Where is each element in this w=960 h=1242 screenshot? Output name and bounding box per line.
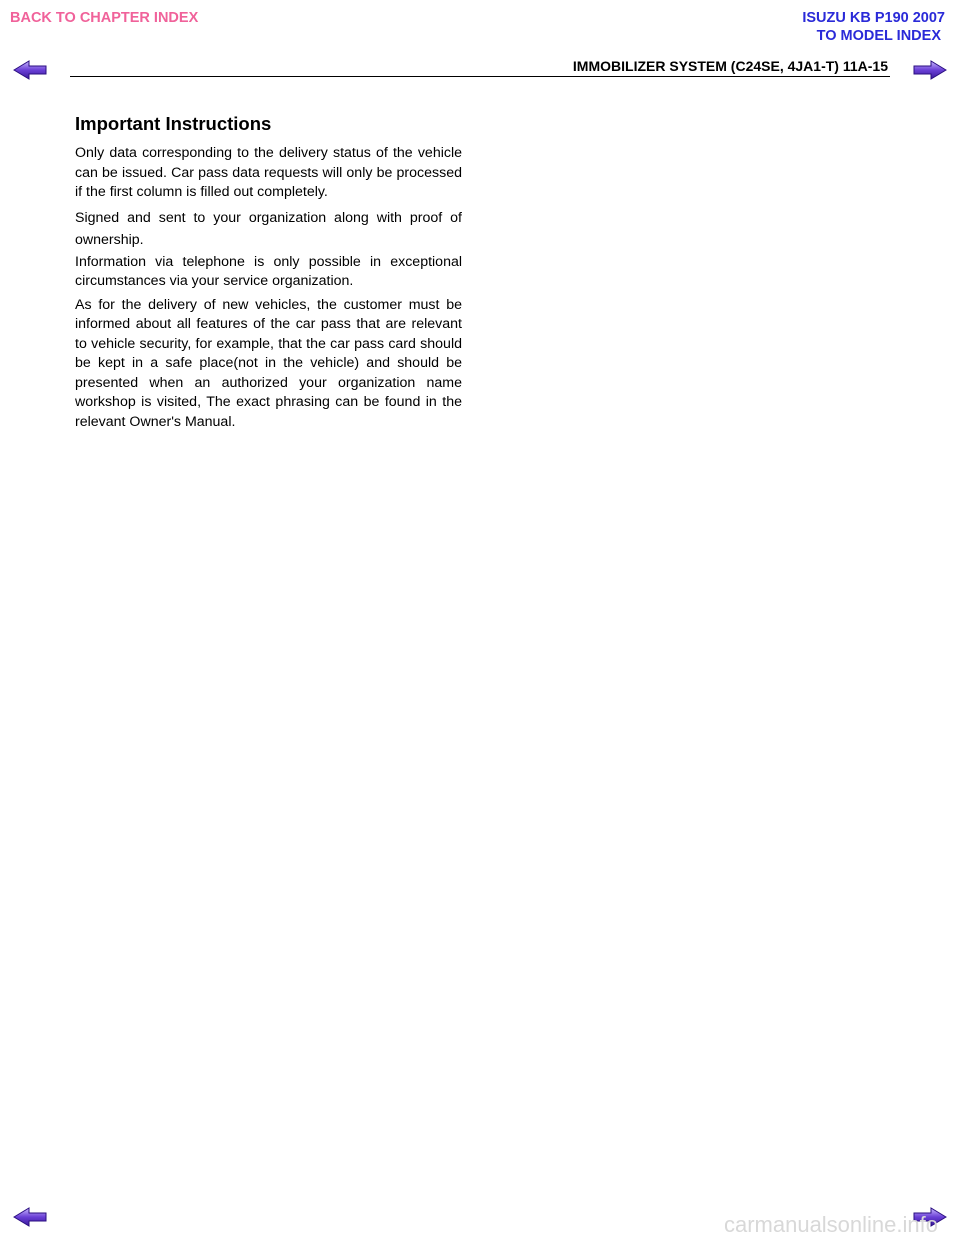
arrow-left-icon[interactable] xyxy=(12,1206,48,1228)
page-heading: Important Instructions xyxy=(75,113,272,134)
paragraph: Information via telephone is only possible in exceptional circumstances via your service organization. xyxy=(75,253,462,289)
back-to-chapter-index-link[interactable]: BACK TO CHAPTER INDEX xyxy=(10,10,199,26)
paragraph: Only data corresponding to the delivery status of the vehicle can be issued. Car pass data requests will only be processed if the first column is filled out completely. xyxy=(75,145,462,200)
arrow-right-icon[interactable] xyxy=(912,59,948,81)
paragraph: Signed and sent to your organization along with proof of ownership. xyxy=(75,209,462,248)
arrow-left-icon[interactable] xyxy=(12,59,48,81)
header-divider xyxy=(70,76,890,77)
section-header: IMMOBILIZER SYSTEM (C24SE, 4JA1-T) 11A-15 xyxy=(572,58,888,74)
paragraph: As for the delivery of new vehicles, the customer must be informed about all features of the car pass that are relevant to vehicle security, for example, that the car pass card should be kept in a safe place(not in the vehicle) and should be presented when an authorized your organization name workshop is visited, The exact phrasing can be found in the relevant Owner's Manual. xyxy=(75,296,462,430)
watermark: carmanualsonline.info xyxy=(723,1212,938,1237)
to-model-index-link[interactable]: TO MODEL INDEX xyxy=(816,28,941,44)
model-title-link[interactable]: ISUZU KB P190 2007 xyxy=(802,10,945,26)
main-content xyxy=(75,112,462,436)
